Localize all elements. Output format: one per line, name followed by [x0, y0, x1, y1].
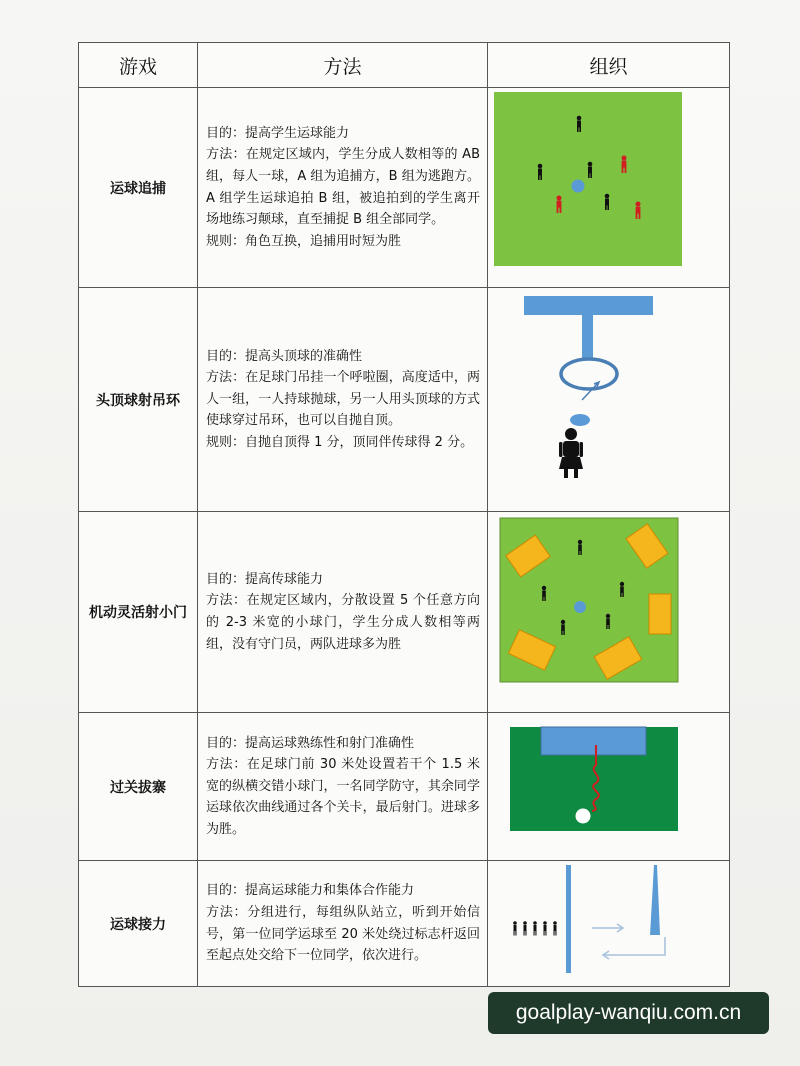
game-name: 机动灵活射小门 [79, 512, 198, 713]
table-row [79, 713, 730, 861]
organization-diagram [488, 512, 730, 713]
header-row [79, 43, 730, 88]
field [494, 92, 682, 266]
header-method: 方法 [198, 43, 488, 88]
marker-pole [650, 865, 660, 935]
method-line: 目的：提高学生运球能力 [206, 125, 350, 141]
game-method [198, 713, 488, 861]
small-goal [649, 594, 671, 634]
table-row [79, 861, 730, 987]
organization-diagram [488, 861, 730, 987]
game-name: 头顶球射吊环 [79, 288, 198, 512]
games-table [78, 42, 730, 987]
game-name: 过关拔寨 [79, 713, 198, 861]
method-line: 目的：提高头顶球的准确性 [206, 348, 363, 364]
method-line: 方法：在规定区域内，分散设置 5 个任意方向的 2-3 米宽的小球门，学生分成人数相等两组，没有守门员，两队进球多为胜 [206, 593, 480, 652]
watermark-caption: goalplay-wanqiu.com.cn [488, 992, 769, 1034]
ball-icon [574, 601, 586, 613]
chase-field-diagram [488, 88, 728, 287]
goal-post [582, 315, 593, 360]
organization-diagram [488, 88, 730, 288]
relay-diagram [488, 861, 728, 986]
arrow-return-icon [604, 937, 665, 955]
small-goals-diagram [488, 512, 728, 712]
method-line: 方法：分组进行，每组纵队站立，听到开始信号，第一位同学运球至 20 米处绕过标志杆返回至起点处交给下一位同学，依次进行。 [206, 904, 480, 964]
method-line: 方法：在足球门吊挂一个呼啦圈，高度适中，两人一组，一人持球抛球，另一人用头顶球的方式使球穿过吊环，也可以自抛自顶。 [206, 370, 480, 429]
game-method [198, 288, 488, 512]
obstacle-dribble-diagram [488, 713, 728, 860]
hoop-ring [561, 359, 617, 389]
game-name: 运球接力 [79, 861, 198, 987]
method-line: 目的：提高运球熟练性和射门准确性 [206, 735, 415, 751]
game-method [198, 88, 488, 288]
header-ring-diagram [488, 288, 728, 511]
method-line: 规则：角色互换，追捕用时短为胜 [206, 233, 402, 249]
ball-icon [576, 809, 591, 824]
game-name: 运球追捕 [79, 88, 198, 288]
organization-diagram [488, 288, 730, 512]
game-method [198, 861, 488, 987]
method-line: 方法：在规定区域内，学生分成人数相等的 AB 组，每人一球，A 组为追捕方，B 组为逃跑方。A 组学生运球追拍 B 组，被追拍到的学生离开场地练习颠球，直至捕捉 B 组全部同学。 [206, 147, 480, 228]
method-line: 规则：自抛自顶得 1 分，顶同伴传球得 2 分。 [206, 434, 474, 450]
start-line [566, 865, 571, 973]
ball-icon [570, 414, 590, 426]
table-row [79, 88, 730, 288]
trajectory-arrow [582, 383, 598, 400]
method-line: 目的：提高运球能力和集体合作能力 [206, 883, 415, 899]
ball-icon [572, 180, 585, 193]
header-game: 游戏 [79, 43, 198, 88]
header-organization: 组织 [488, 43, 730, 88]
table-row [79, 512, 730, 713]
organization-diagram [488, 713, 730, 861]
table-row [79, 288, 730, 512]
game-method [198, 512, 488, 713]
player-queue-icons [513, 921, 557, 935]
goal [541, 727, 646, 755]
player-icon [559, 428, 583, 478]
method-line: 方法：在足球门前 30 米处设置若干个 1.5 米宽的纵横交错小球门，一名同学防守，其余同学运球依次曲线通过各个关卡，最后射门。进球多为胜。 [206, 757, 480, 837]
method-line: 目的：提高传球能力 [206, 571, 324, 587]
goal-crossbar [524, 296, 653, 315]
